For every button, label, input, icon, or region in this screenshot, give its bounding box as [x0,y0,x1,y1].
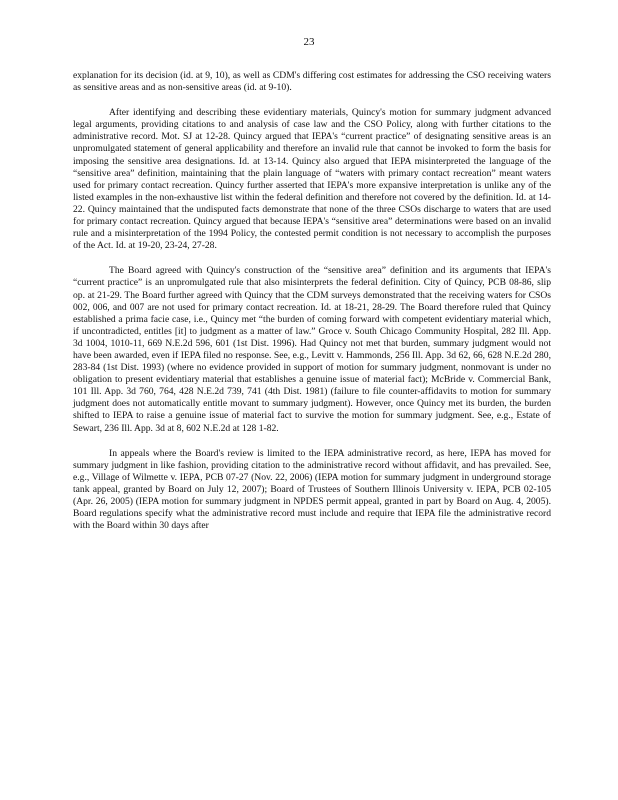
paragraph-board-agreement: The Board agreed with Quincy's construction of the “sensitive area” definition and its arguments that IEPA's “current practice” is an unpromulgated rule that also misinterprets the federal definition. City of Quincy, PCB 08-86, slip op. at 21-29. The Board further agreed with Quincy that the CDM surveys demonstrated that the receiving waters for CSOs 002, 006, and 007 are not used for primary contact recreation. Id. at 18-21, 28-29. The Board therefore ruled that Quincy established a prima facie case, i.e., Quincy met “the burden of coming forward with competent evidentiary material which, if uncontradicted, entitles [it] to judgment as a matter of law.” Groce v. South Chicago Community Hospital, 282 Ill. App. 3d 1004, 1010-11, 669 N.E.2d 596, 601 (1st Dist. 1996). Had Quincy not met that burden, summary judgment would not have been awarded, even if IEPA filed no response. See, e.g., Levitt v. Hammonds, 256 Ill. App. 3d 62, 66, 628 N.E.2d 280, 283-84 (1st Dist. 1993) (where no evidence provided in support of motion for summary judgment, nonmovant is under no obligation to present evidentiary material that establishes a genuine issue of material fact); McBride v. Commercial Bank, 101 Ill. App. 3d 760, 764, 428 N.E.2d 739, 741 (4th Dist. 1981) (failure to file counter-affidavits to motion for summary judgment does not automatically entitle movant to summary judgment). However, once Quincy met its burden, the burden shifted to IEPA to raise a genuine issue of material fact to survive the motion for summary judgment. See, e.g., Estate of Sewart, 236 Ill. App. 3d at 8, 602 N.E.2d at 128 1-82. [73,265,551,434]
paragraph-appeals-record: In appeals where the Board's review is limited to the IEPA administrative record, as here, IEPA has moved for summary judgment in like fashion, providing citation to the administrative record without affidavit, and has prevailed. See, e.g., Village of Wilmette v. IEPA, PCB 07-27 (Nov. 22, 2006) (IEPA motion for summary judgment in underground storage tank appeal, granted by Board on July 12, 2007); Board of Trustees of Southern Illinois University v. IEPA, PCB 02-105 (Apr. 26, 2005) (IEPA motion for summary judgment in NPDES permit appeal, granted in part by Board on Aug. 4, 2005). Board regulations specify what the administrative record must include and require that IEPA file the administrative record with the Board within 30 days after [73,447,551,532]
paragraph-continuation: explanation for its decision (id. at 9, 10), as well as CDM's differing cost estimates for addressing the CSO receiving waters as sensitive areas and as non-sensitive areas (id. at 9-10). [73,70,551,94]
page-number: 23 [303,36,315,48]
document-body [73,70,551,545]
paragraph-quincy-arguments: After identifying and describing these evidentiary materials, Quincy's motion for summary judgment advanced legal arguments, providing citations to and analysis of case law and the CSO Policy, along with further citations to the administrative record. Mot. SJ at 12-28. Quincy argued that IEPA's “current practice” of designating sensitive areas is an unpromulgated statement of general applicability and therefore an invalid rule that cannot be invoked to form the basis for imposing the sensitive area designations. Id. at 13-14. Quincy also argued that IEPA misinterpreted the language of the “sensitive area” definition, maintaining that the plain language of “waters with primary contact recreation” meant waters used for primary contact recreation. Quincy further asserted that IEPA's more expansive interpretation is unlike any of the listed examples in the non-exhaustive list within the federal definition and therefore not covered by the definition. Id. at 14-22. Quincy maintained that the undisputed facts demonstrate that none of the three CSOs discharge to waters that are used for primary contact recreation. Quincy argued that because IEPA's “sensitive area” determinations were based on an invalid rule and a misinterpretation of the 1994 Policy, the contested permit condition is not necessary to accomplish the purposes of the Act. Id. at 19-20, 23-24, 27-28. [73,107,551,252]
